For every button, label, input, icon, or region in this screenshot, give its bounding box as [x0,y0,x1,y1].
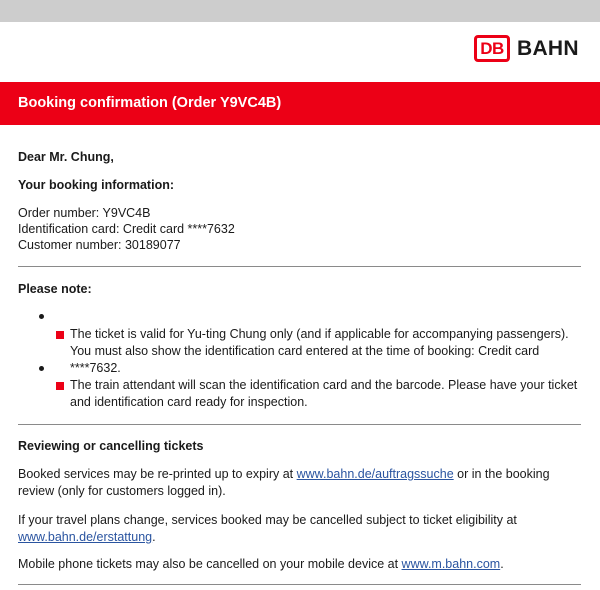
mobile-text: Mobile phone tickets may also be cancelled on your mobile device at [18,557,402,571]
db-bahn-logo [474,35,579,62]
window-top-bar [0,0,600,22]
please-note-heading: Please note: [18,282,92,296]
bullet-dot-icon [39,314,44,319]
reprint-text: Booked services may be re-printed up to expiry at [18,467,297,481]
bahn-logo-text: BAHN [517,36,579,60]
customer-number: Customer number: 30189077 [18,238,181,252]
order-number: Order number: Y9VC4B [18,206,151,220]
auftragssuche-link[interactable]: www.bahn.de/auftragssuche [296,467,454,481]
note-item: The ticket is valid for Yu-ting Chung only (and if applicable for accompanying passengers). You must also show the identification card entered at the time of booking: Credit card ****7632. [70,327,569,375]
cancel-text: If your travel plans change, services booked may be cancelled subject to ticket eligibility at [18,513,517,527]
booking-info-heading: Your booking information: [18,178,174,192]
identification-card: Identification card: Credit card ****7632 [18,222,235,236]
divider [18,266,581,267]
mobile-bahn-link[interactable]: www.m.bahn.com [401,557,501,571]
reprint-paragraph [18,466,582,500]
cancel-paragraph [18,512,582,546]
cancel-text-end: . [152,530,156,544]
bullet-dot-icon [39,366,44,371]
greeting: Dear Mr. Chung, [18,150,114,164]
red-square-bullet-icon [56,382,64,390]
mobile-paragraph [18,556,582,573]
note-item: The train attendant will scan the identification card and the barcode. Please have your ticket and identification card ready for inspection. [70,378,578,409]
db-logo-mark: DB [474,35,510,62]
erstattung-link[interactable]: www.bahn.de/erstattung [18,530,153,544]
reviewing-heading: Reviewing or cancelling tickets [18,439,204,453]
mobile-text-end: . [500,557,504,571]
booking-confirmation-banner: Booking confirmation (Order Y9VC4B) [0,82,600,125]
divider [18,424,581,425]
red-square-bullet-icon [56,331,64,339]
reprint-text-end: or in the booking review (only for customers logged in). [18,467,550,498]
divider [18,584,581,585]
